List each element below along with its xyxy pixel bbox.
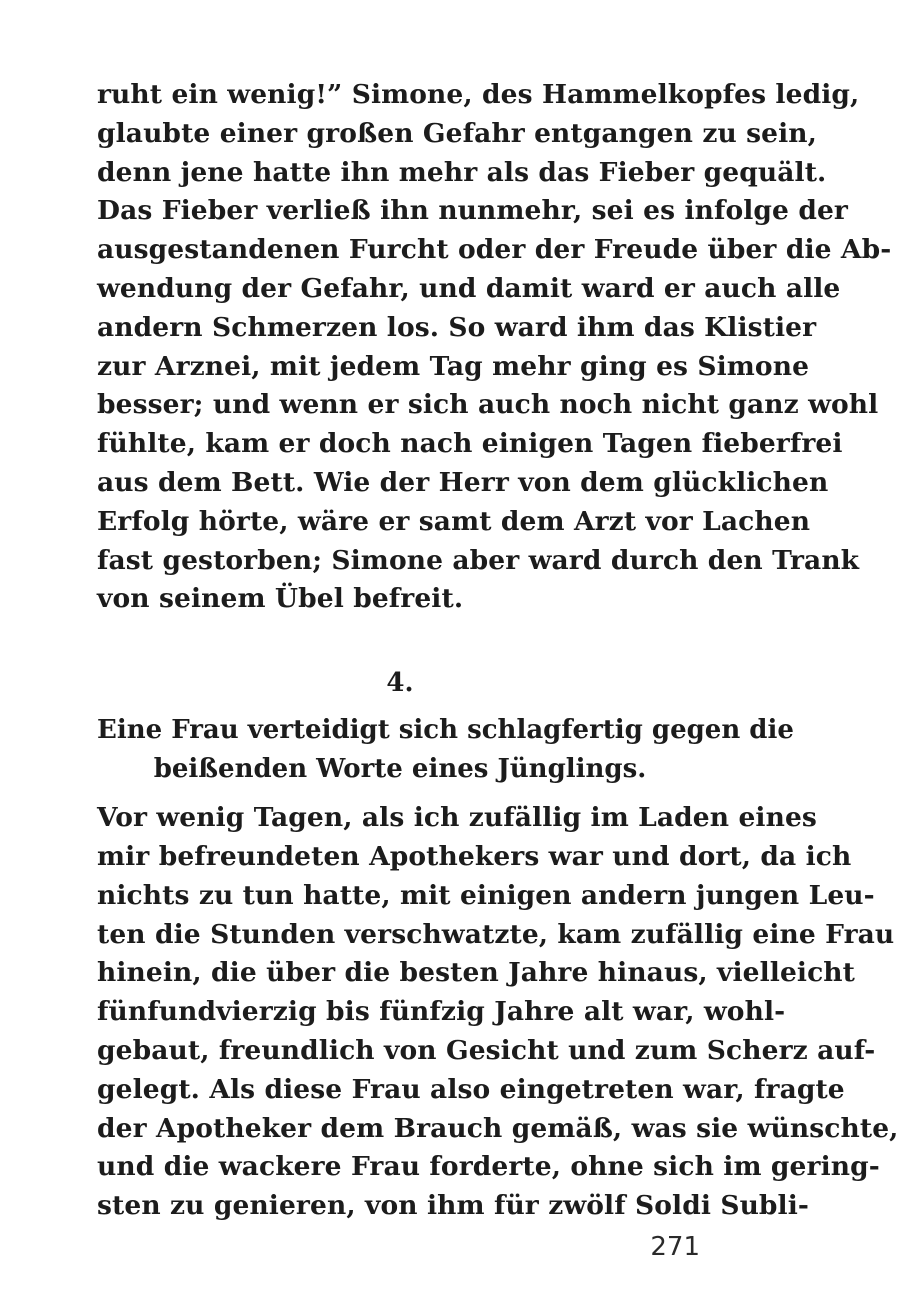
text-line: Vor wenig Tagen, als ich zufällig im Laden eines: [97, 802, 817, 834]
page-number: 271: [650, 1232, 700, 1262]
text-line: ten die Stunden verschwatzte, kam zufällig eine Frau: [97, 918, 895, 950]
heading-line: beißenden Worte eines Jünglings.: [153, 754, 647, 785]
heading-line: Eine Frau verteidigt sich schlagfertig gegen die: [97, 715, 794, 746]
text-line: hinein, die über die besten Jahre hinaus, vielleicht: [97, 957, 856, 989]
first-paragraph: [97, 76, 892, 619]
text-line: andern Schmerzen los. So ward ihm das Klistier: [97, 311, 817, 343]
text-line: gebaut, freundlich von Gesicht und zum Scherz auf-: [97, 1034, 876, 1066]
text-line: Das Fieber verließ ihn nunmehr, sei es infolge der: [97, 195, 848, 227]
text-line: denn jene hatte ihn mehr als das Fieber gequält.: [97, 156, 827, 188]
text-line: und die wackere Frau forderte, ohne sich im gering-: [97, 1151, 880, 1183]
text-line: von seinem Übel befreit.: [97, 583, 464, 615]
text-line: besser; und wenn er sich auch noch nicht ganz wohl: [97, 389, 879, 421]
text-line: fast gestorben; Simone aber ward durch den Trank: [97, 544, 860, 576]
text-line: wendung der Gefahr, und damit ward er auch alle: [97, 272, 841, 304]
text-line: gelegt. Als diese Frau also eingetreten war, fragte: [97, 1073, 845, 1105]
text-line: ausgestandenen Furcht oder der Freude über die Ab-: [97, 234, 892, 266]
section-number: 4.: [386, 668, 414, 699]
text-line: mir befreundeten Apothekers war und dort, da ich: [97, 840, 852, 872]
text-line: ruht ein wenig!” Simone, des Hammelkopfes ledig,: [97, 79, 860, 110]
book-page-text: [97, 76, 898, 1226]
text-line: der Apotheker dem Brauch gemäß, was sie wünschte,: [97, 1112, 898, 1144]
text-line: Erfolg hörte, wäre er samt dem Arzt vor Lachen: [97, 505, 811, 537]
text-line: zur Arznei, mit jedem Tag mehr ging es Simone: [97, 350, 810, 382]
text-line: fünfundvierzig bis fünfzig Jahre alt war, wohl-: [97, 996, 786, 1028]
section-heading: [97, 711, 794, 789]
text-line: fühlte, kam er doch nach einigen Tagen fieberfrei: [97, 428, 843, 460]
text-line: sten zu genieren, von ihm für zwölf Soldi Subli-: [97, 1190, 809, 1222]
text-line: nichts zu tun hatte, mit einigen andern jungen Leu-: [97, 879, 875, 911]
text-line: glaubte einer großen Gefahr entgangen zu sein,: [97, 117, 817, 149]
second-paragraph: [97, 799, 898, 1226]
text-line: aus dem Bett. Wie der Herr von dem glücklichen: [97, 466, 829, 498]
